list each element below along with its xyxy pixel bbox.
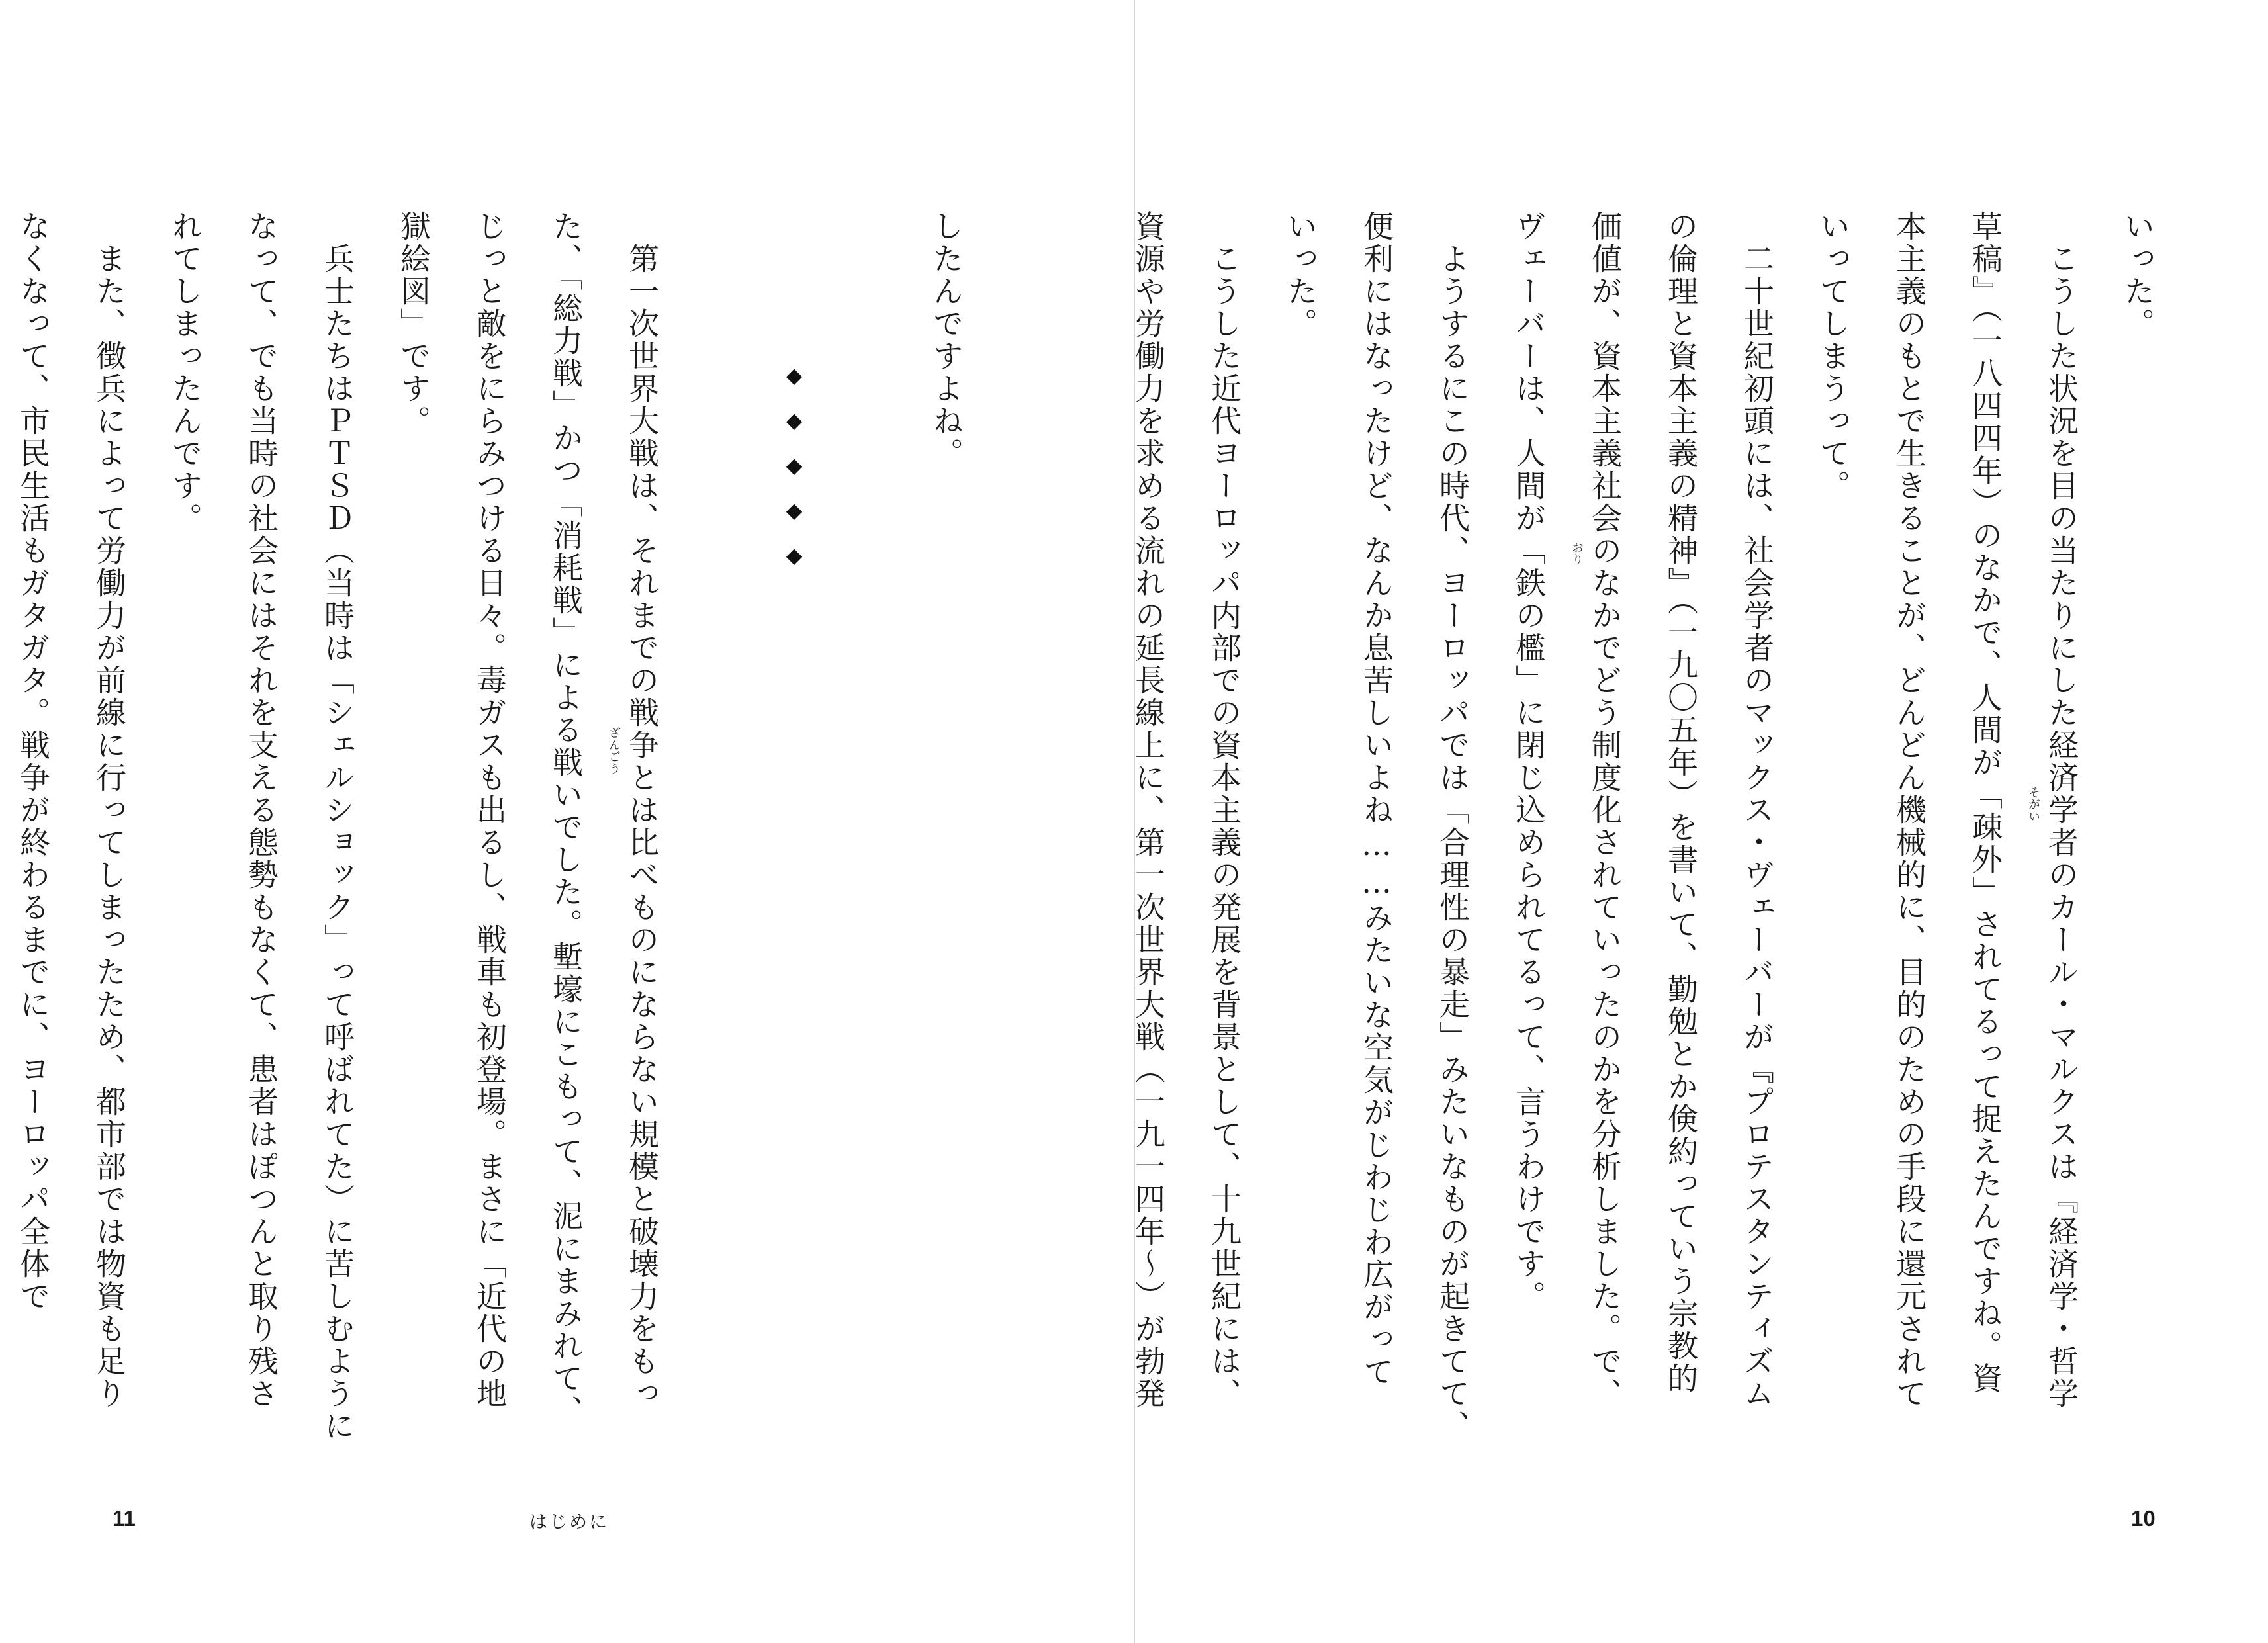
text-line: 資源や労働力を求める流れの延長線上に、第一次世界大戦（一九一四年〜）が勃発 bbox=[1130, 210, 1166, 1410]
left-page bbox=[0, 0, 1133, 1643]
text-line: いってしまうって。 bbox=[1815, 210, 1851, 502]
text-line: 兵士たちはＰＴＳＤ（当時は「シェルショック」って呼ばれてた）に苦しむように bbox=[320, 210, 355, 1443]
text-line: なくなって、市民生活もガタガタ。戦争が終わるまでに、ヨーロッパ全体で bbox=[15, 210, 51, 1313]
text-line: 便利にはなったけど、なんか息苦しいよね……みたいな空気がじわじわ広がって bbox=[1359, 210, 1394, 1388]
text-line: 第一次世界大戦は、それまでの戦争とは比べものにならない規模と破壊力をもっ bbox=[624, 210, 660, 1410]
section-separator: ◆◆◆◆◆ bbox=[782, 363, 807, 588]
text-line: れてしまったんです。 bbox=[167, 210, 203, 535]
blank-line bbox=[680, 210, 756, 1382]
right-page-body bbox=[1110, 210, 2175, 1443]
text-line: じっと敵をにらみつける日々。毒ガスも出るし、戦車も初登場。まさに「近代の地 bbox=[472, 210, 508, 1410]
ruby-ori: おり bbox=[1570, 541, 1584, 565]
text-line: いった。 bbox=[2120, 210, 2155, 340]
ruby-zangou: ざんごう bbox=[607, 727, 621, 774]
ruby-sogai: そがい bbox=[2026, 786, 2040, 822]
text-line: 獄絵図」です。 bbox=[396, 210, 431, 437]
text-line: 草稿』（一八四四年）のなかで、人間が「疎外」されてるって捉えたんですね。資 そがい bbox=[1968, 210, 2040, 1395]
left-page-body bbox=[0, 210, 984, 1443]
text-line: また、徴兵によって労働力が前線に行ってしまったため、都市部では物資も足り bbox=[91, 210, 127, 1410]
running-head: はじめに bbox=[529, 1512, 609, 1532]
blank-line bbox=[832, 210, 908, 1382]
text-line: したんですよね。 bbox=[929, 210, 964, 470]
text-line: いった。 bbox=[1283, 210, 1318, 340]
page-number-left: 11 bbox=[113, 1506, 136, 1531]
right-page bbox=[1130, 0, 2268, 1643]
text-line: た、「総力戦」かつ「消耗戦」による戦いでした。塹壕にこもって、泥にまみれて、 ざんごう bbox=[548, 210, 621, 1427]
text-line: なって、でも当時の社会にはそれを支える態勢もなくて、患者はぽつんと取り残さ bbox=[244, 210, 279, 1410]
text-line: ヴェーバーは、人間が「鉄の檻」に閉じ込められてるって、言うわけです。 おり bbox=[1511, 210, 1584, 1313]
page-number-right: 10 bbox=[2131, 1506, 2155, 1531]
text-line: ようするにこの時代、ヨーロッパでは「合理性の暴走」みたいなものが起きてて、 bbox=[1435, 210, 1471, 1443]
text-line: こうした近代ヨーロッパ内部での資本主義の発展を背景として、十九世紀には、 bbox=[1206, 210, 1242, 1410]
text-line: 価値が、資本主義社会のなかでどう制度化されていったのかを分析しました。で、 bbox=[1587, 210, 1623, 1410]
text-line: こうした状況を目の当たりにした経済学者のカール・マルクスは『経済学・哲学 bbox=[2044, 210, 2079, 1410]
text-line: の倫理と資本主義の精神』（一九〇五年）を書いて、勤勉とか倹約っていう宗教的 bbox=[1663, 210, 1699, 1395]
text-line: 二十世紀初頭には、社会学者のマックス・ヴェーバーが『プロテスタンティズム bbox=[1739, 210, 1775, 1410]
text-line: 本主義のもとで生きることが、どんどん機械的に、目的のための手段に還元されて bbox=[1891, 210, 1927, 1410]
